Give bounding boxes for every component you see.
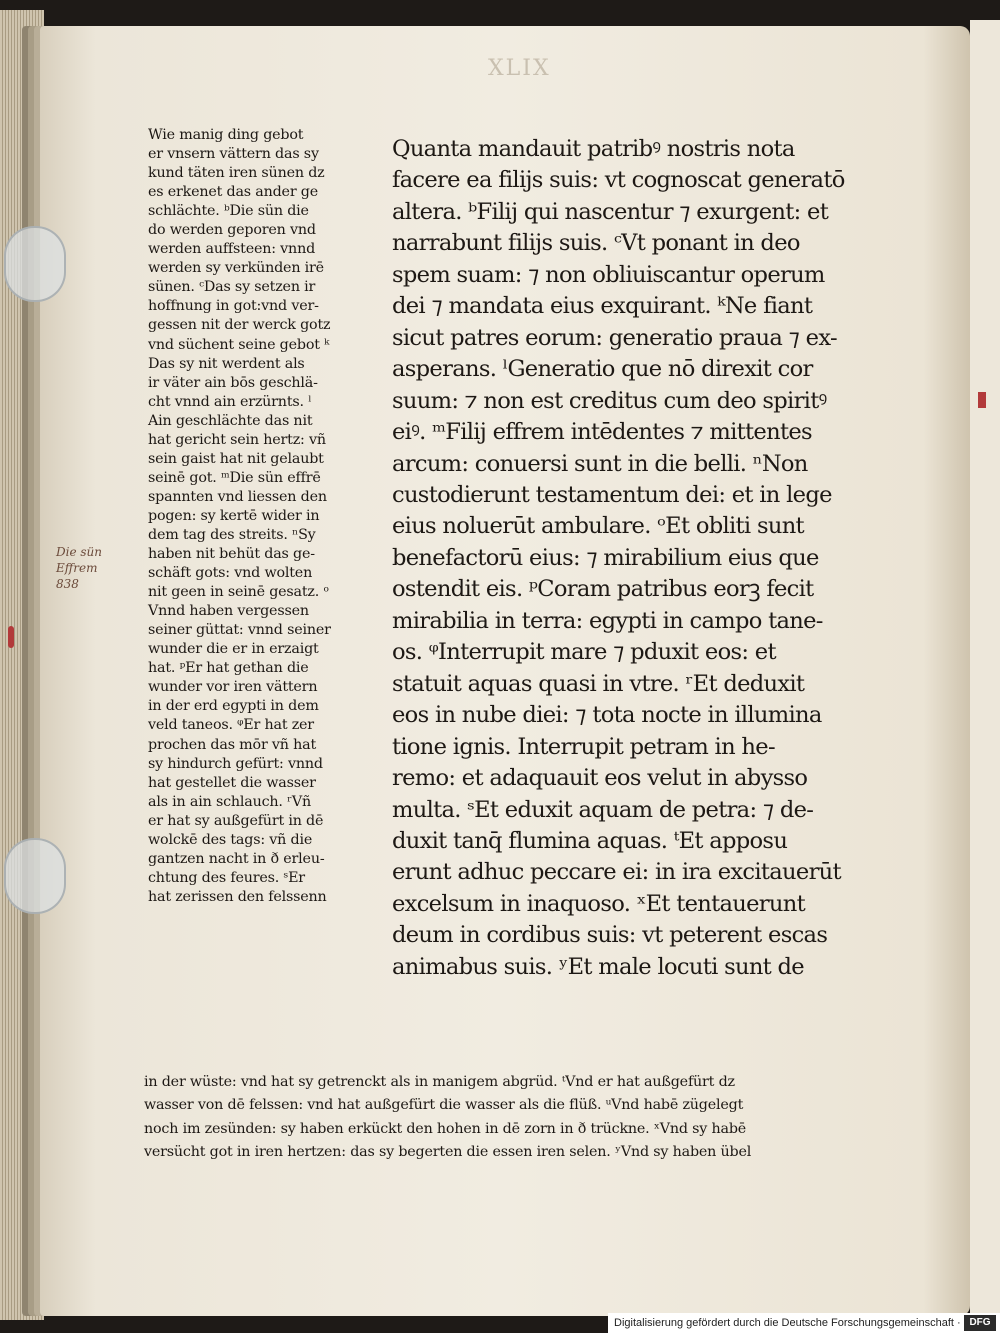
- text-line: noch im zesünden: sy haben erkückt den hohen in dē zorn in ð trückne. ˣVnd sy habē: [144, 1120, 747, 1137]
- text-line: asperans. ˡGeneratio que nō direxit cor: [392, 356, 813, 383]
- text-line: eius noluerūt ambulare. ᵒEt obliti sunt: [392, 513, 804, 540]
- text-line: wunder die er in erzaigt: [148, 641, 319, 658]
- german-bottom-lines: [144, 1071, 924, 1164]
- page-clip-icon: [4, 838, 66, 914]
- facing-page-edge: [970, 20, 1000, 1320]
- text-line: cht vnnd ain erzürnts. ˡ: [148, 393, 312, 410]
- text-line: hat gestellet die wasser: [148, 774, 316, 791]
- text-line: erunt adhuc peccare ei: in ira excitauerūt: [392, 859, 841, 886]
- text-line: veld taneos. ᵠEr hat zer: [148, 717, 314, 734]
- text-line: sicut patres eorum: generatio praua ⁊ ex-: [392, 324, 837, 351]
- text-line: spannten vnd liessen den: [148, 488, 327, 505]
- text-line: Ain geschlächte das nit: [148, 412, 313, 429]
- text-line: er hat sy außgefürt in dē: [148, 812, 324, 829]
- text-line: hat. ᵖEr hat gethan die: [148, 660, 309, 677]
- text-line: Vnnd haben vergessen: [148, 603, 309, 620]
- marginal-note-line: Effrem: [56, 561, 98, 575]
- text-line: sünen. ᶜDas sy setzen ir: [148, 279, 316, 296]
- red-ink-mark: [978, 392, 986, 408]
- text-line: es erkenet das ander ge: [148, 184, 319, 201]
- marginal-handwritten-note: [56, 544, 126, 592]
- text-line: narrabunt filijs suis. ᶜVt ponant in deo: [392, 230, 800, 257]
- marginal-note-line: 838: [56, 577, 79, 591]
- text-line: pogen: sy kertē wider in: [148, 507, 320, 524]
- text-line: facere ea filijs suis: vt cognoscat generatō: [392, 167, 845, 194]
- marginal-note-line: Die sün: [56, 545, 102, 559]
- page-stack-edge: [0, 10, 44, 1320]
- text-line: schäft gots: vnd wolten: [148, 565, 313, 582]
- text-line: eos in nube diei: ⁊ tota nocte in illumina: [392, 702, 822, 729]
- text-line: prochen das mōr vñ hat: [148, 736, 317, 753]
- text-line: wasser von dē felssen: vnd hat außgefürt die wasser als die flüß. ᵘVnd habē zügelegt: [144, 1097, 744, 1114]
- text-line: altera. ᵇFilij qui nascentur ⁊ exurgent: et: [392, 198, 829, 225]
- folio-number: XLIX: [488, 56, 551, 81]
- text-line: hat zerissen den felssenn: [148, 888, 327, 905]
- text-line: sein gaist hat nit gelaubt: [148, 450, 324, 467]
- text-line: seiner güttat: vnnd seiner: [148, 622, 331, 639]
- text-line: ir väter ain bōs geschlä-: [148, 374, 318, 391]
- text-line: wolckē des tags: vñ die: [148, 831, 313, 848]
- text-line: duxit tanq̄ flumina aquas. ᵗEt apposu: [392, 827, 788, 854]
- text-line: gessen nit der werck gotz: [148, 317, 331, 334]
- text-line: in der erd egypti in dem: [148, 698, 319, 715]
- text-line: suum: ⁊ non est creditus cum deo spiritꝰ: [392, 387, 827, 414]
- text-line: arcum: conuersi sunt in die belli. ⁿNon: [392, 450, 808, 477]
- text-line: custodierunt testamentum dei: et in lege: [392, 481, 832, 508]
- credit-text: Digitalisierung gefördert durch die Deutsche Forschungsgemeinschaft ·: [614, 1317, 961, 1329]
- german-column: [148, 126, 384, 907]
- text-line: gantzen nacht in ð erleu-: [148, 850, 325, 867]
- text-line: in der wüste: vnd hat sy getrenckt als in manigem abgrüd. ᵗVnd er hat außgefürt dz: [144, 1074, 735, 1090]
- text-line: mirabilia in terra: egypti in campo tane-: [392, 607, 823, 634]
- latin-column: [392, 134, 912, 983]
- text-line: deum in cordibus suis: vt peterent escas: [392, 922, 828, 949]
- text-line: werden auffsteen: vnnd: [148, 241, 316, 258]
- text-line: sy hindurch gefürt: vnnd: [148, 755, 323, 772]
- text-line: er vnsern vättern das sy: [148, 146, 319, 163]
- text-line: animabus suis. ʸEt male locuti sunt de: [392, 953, 804, 980]
- text-line: kund täten iren sünen dz: [148, 165, 325, 182]
- text-line: nit geen in seinē gesatz. ᵒ: [148, 584, 329, 601]
- text-line: os. ᵠInterrupit mare ⁊ pduxit eos: et: [392, 639, 776, 666]
- text-line: wunder vor iren vättern: [148, 679, 318, 696]
- text-line: statuit aquas quasi in vtre. ʳEt deduxit: [392, 670, 805, 697]
- text-line: seinē got. ᵐDie sün effrē: [148, 469, 321, 486]
- text-line: tione ignis. Interrupit petram in he-: [392, 733, 775, 760]
- text-line: Quanta mandauit patribꝰ nostris nota: [392, 136, 795, 162]
- text-line: chtung des feures. ˢEr: [148, 869, 305, 886]
- text-line: dei ⁊ mandata eius exquirant. ᵏNe fiant: [392, 293, 813, 320]
- text-line: als in ain schlauch. ʳVñ: [148, 793, 312, 810]
- text-line: excelsum in inaquoso. ˣEt tentauerunt: [392, 890, 805, 917]
- digitization-credit: [608, 1313, 1000, 1333]
- text-line: hoffnung in got:vnd ver-: [148, 298, 319, 315]
- text-line: dem tag des streits. ⁿSy: [148, 526, 316, 543]
- dfg-logo: DFG: [964, 1315, 996, 1331]
- red-ink-mark: [8, 626, 14, 648]
- text-line: Das sy nit werdent als: [148, 355, 305, 372]
- page-clip-icon: [4, 226, 66, 302]
- text-line: benefactorū eius: ⁊ mirabilium eius que: [392, 544, 819, 571]
- text-line: haben nit behüt das ge-: [148, 546, 315, 563]
- text-line: ostendit eis. ᵖCoram patribus eorꝫ fecit: [392, 576, 814, 603]
- text-line: werden sy verkünden irē: [148, 260, 324, 277]
- text-line: do werden geporen vnd: [148, 222, 316, 239]
- text-line: schlächte. ᵇDie sün die: [148, 203, 309, 220]
- text-line: remo: et adaquauit eos velut in abysso: [392, 765, 808, 792]
- text-line: spem suam: ⁊ non obliuiscantur operum: [392, 261, 825, 288]
- text-line: versücht got in iren hertzen: das sy begerten die essen iren selen. ʸVnd sy haben übel: [144, 1143, 752, 1160]
- text-line: vnd süchent seine gebot ᵏ: [148, 336, 330, 353]
- text-line: Wie manig ding gebot: [148, 127, 304, 143]
- text-line: eiꝰ. ᵐFilij effrem intēdentes ⁊ mittentes: [392, 419, 812, 446]
- text-line: multa. ˢEt eduxit aquam de petra: ⁊ de-: [392, 796, 814, 823]
- text-line: hat gericht sein hertz: vñ: [148, 431, 326, 448]
